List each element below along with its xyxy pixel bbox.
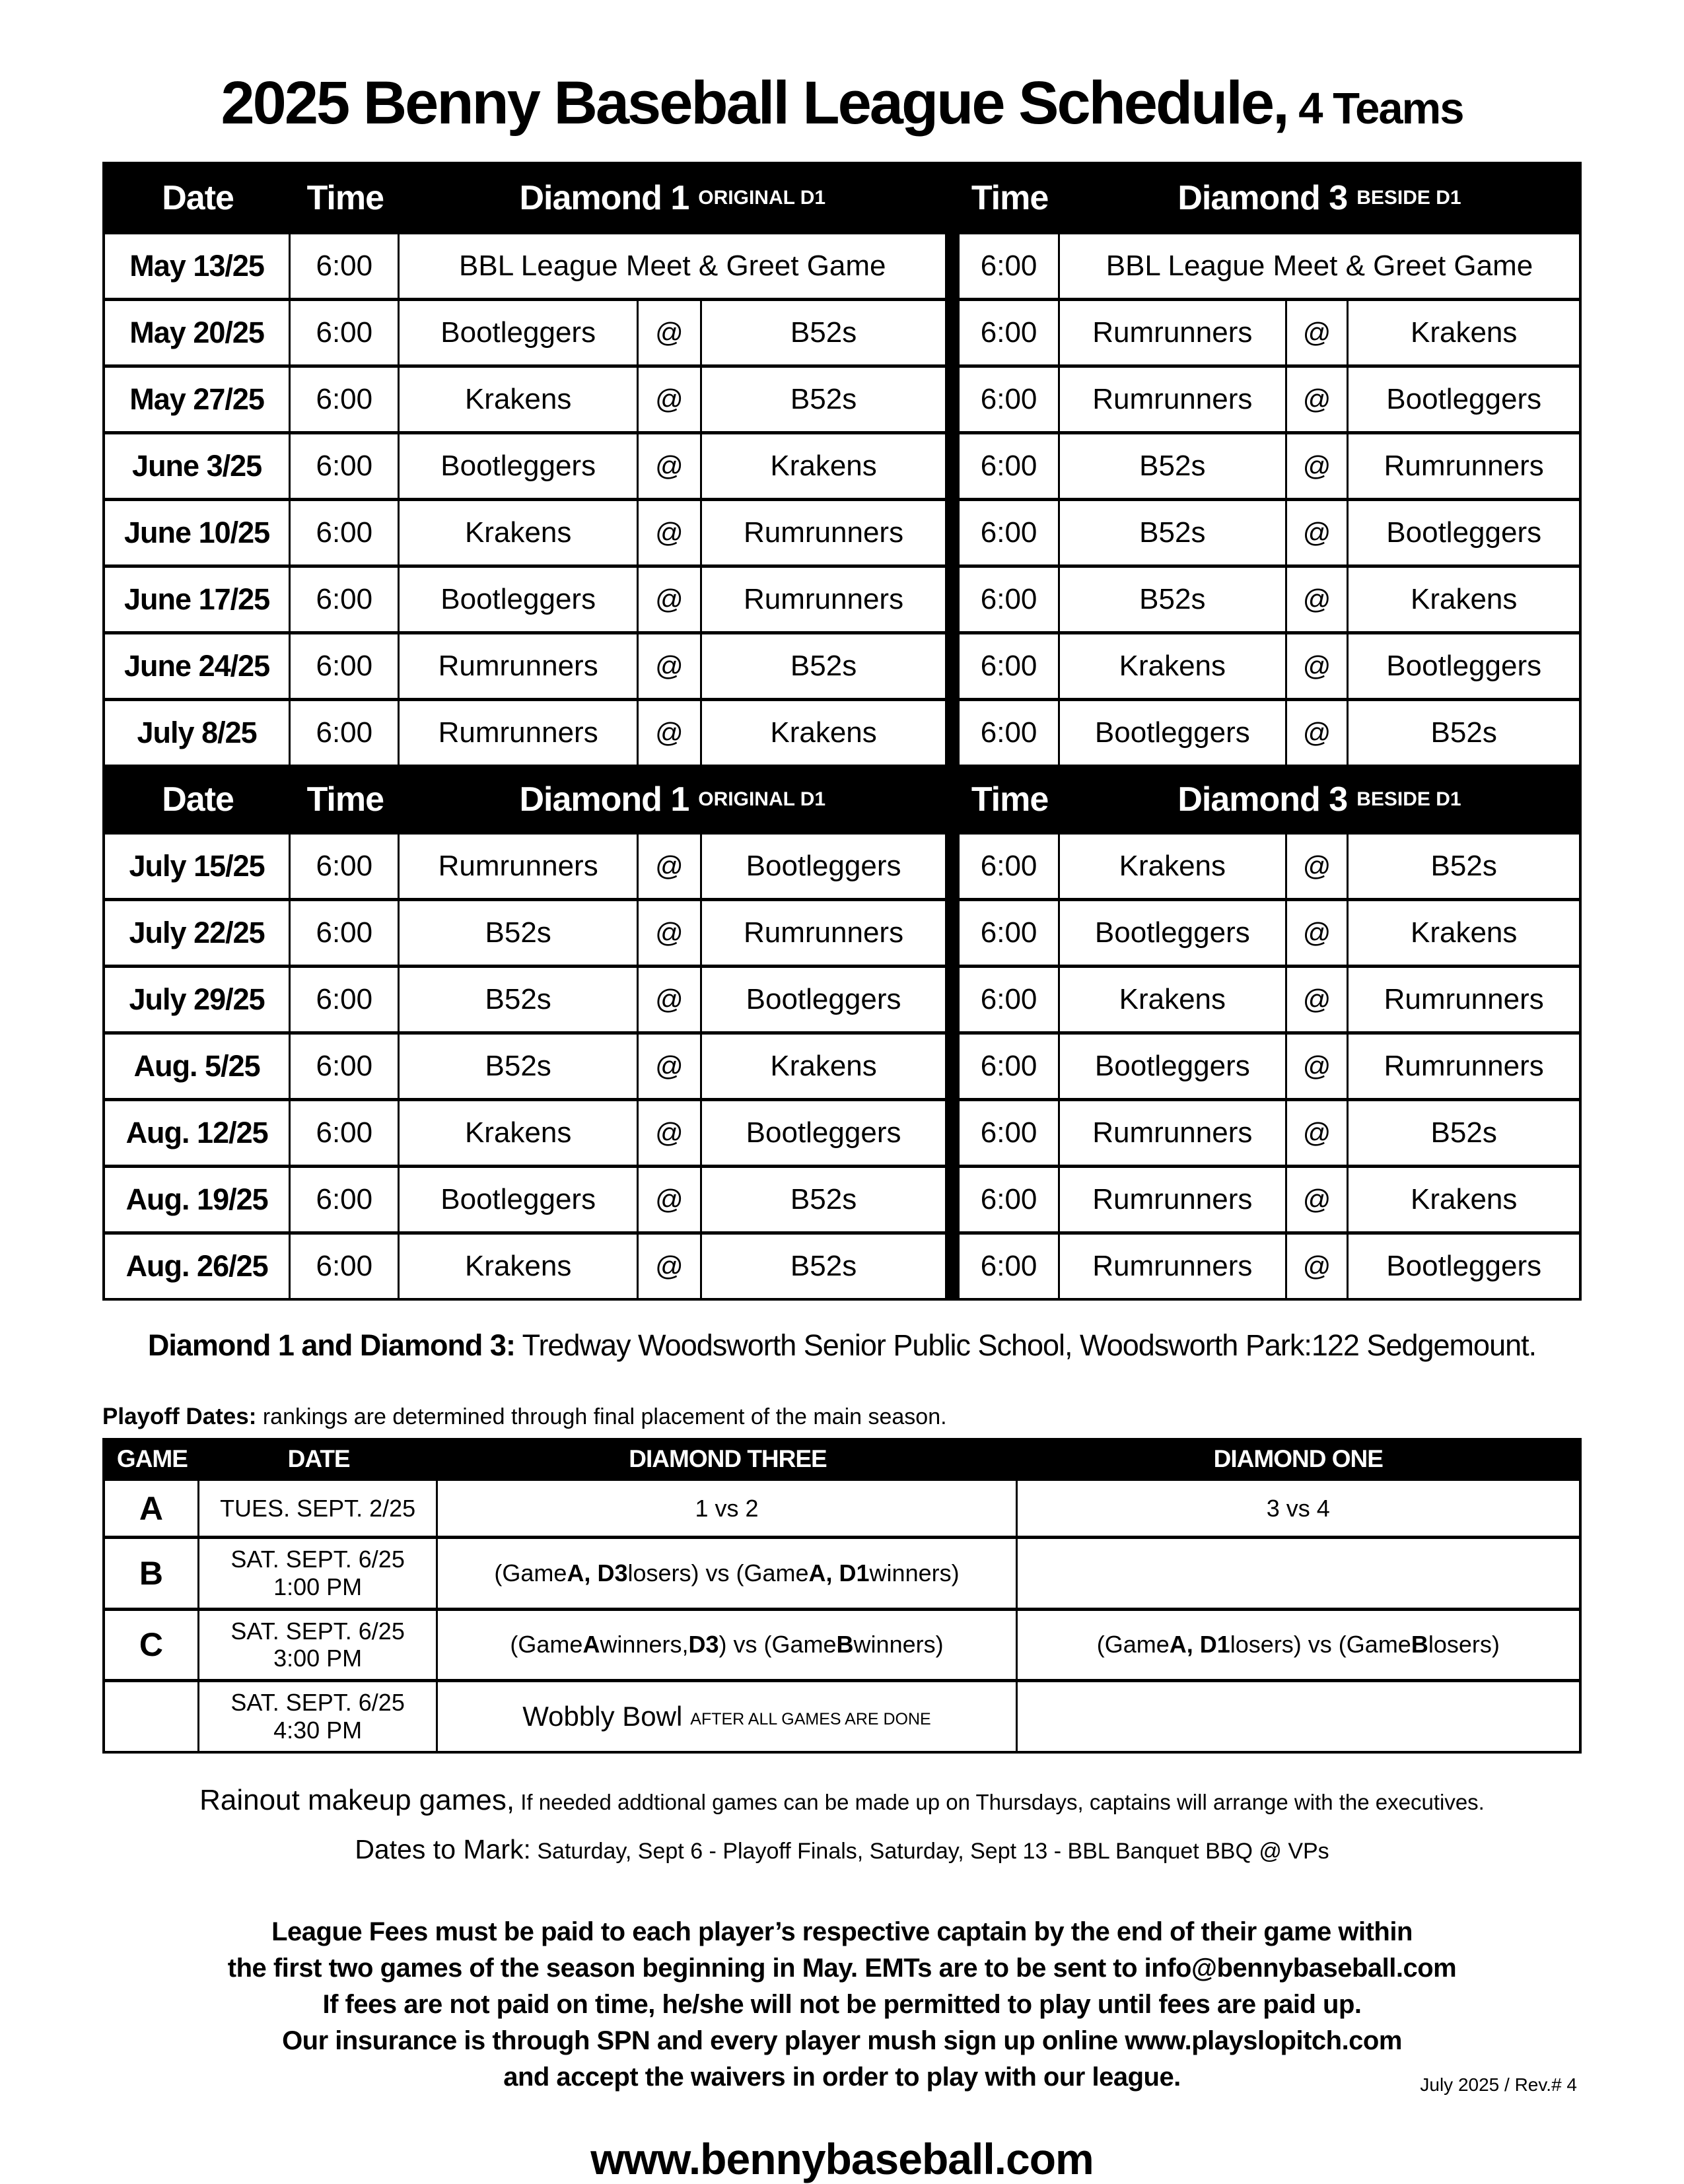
d1-time: 6:00 [291,1101,400,1165]
playoff-d3-matchup: (Game A, D3 losers) vs (Game A, D1 winners) [438,1539,1017,1608]
at-symbol: @ [1287,901,1349,965]
at-symbol: @ [1287,835,1349,898]
at-symbol: @ [1287,1168,1349,1231]
playoff-d3-matchup: 1 vs 2 [438,1481,1017,1536]
d3-away-team: Rumrunners [1060,1235,1287,1298]
dates-to-mark-text: Saturday, Sept 6 - Playoff Finals, Saturday, Sept 13 - BBL Banquet BBQ @ VPs [530,1838,1329,1864]
table-divider [945,901,960,965]
d1-time: 6:00 [291,1035,400,1098]
d1-home-team: Bootleggers [746,850,901,882]
schedule-table [102,162,1582,1301]
d1-time: 6:00 [291,835,400,898]
schedule-row [105,631,1579,698]
playoff-d3-event [438,1682,1017,1751]
d1-away-team: Bootleggers [400,301,639,364]
playoff-row [105,1478,1579,1536]
diamond1-label: Diamond 1 [519,780,689,819]
d1-away-team: Rumrunners [400,634,639,698]
fees-line: If fees are not paid on time, he/she will not be permitted to play until fees are paid up. [322,1989,1362,2019]
d1-away-team: Bootleggers [400,434,639,498]
d1-time: 6:00 [291,568,400,631]
d3-home-team: Krakens [1410,1183,1518,1215]
d3-away-team: Rumrunners [1060,1168,1287,1231]
d1-away-team: B52s [400,1035,639,1098]
playoff-game-letter: B [105,1539,199,1608]
diamond3-label: Diamond 3 [1177,178,1348,217]
game-date: May 27/25 [105,368,291,431]
table-divider [945,501,960,564]
fees-line: League Fees must be paid to each player’s respective captain by the end of their game within [271,1917,1413,1946]
table-divider [945,1235,960,1298]
playoff-column-date: DATE [287,1445,350,1472]
at-symbol: @ [639,501,702,564]
table-divider [945,1168,960,1231]
game-date: Aug. 19/25 [105,1168,291,1231]
fees-line: Our insurance is through SPN and every player mush sign up online www.playslopitch.com [282,2026,1402,2056]
d3-time: 6:00 [960,1168,1060,1231]
playoff-column-diamond-three: DIAMOND THREE [629,1445,827,1472]
column-header-time-d3: Time [971,780,1049,819]
d3-time: 6:00 [960,1101,1060,1165]
playoff-date [199,1539,439,1608]
d3-home-team: Krakens [1410,916,1518,949]
column-header-time-d3: Time [971,178,1049,217]
d3-time: 6:00 [960,968,1060,1031]
d3-away-team: B52s [1060,501,1287,564]
d3-away-team: B52s [1060,568,1287,631]
at-symbol: @ [1287,968,1349,1031]
d1-home-team: B52s [790,1183,857,1215]
d3-away-team: B52s [1060,434,1287,498]
d1-time: 6:00 [291,968,400,1031]
d3-home-team: Krakens [1410,316,1518,349]
page-title-suffix: 4 Teams [1287,84,1463,133]
game-date: June 17/25 [105,568,291,631]
schedule-header-row [105,164,1579,231]
schedule-row [105,431,1579,498]
playoff-date-line1: SAT. SEPT. 6/25 [230,1546,405,1573]
playoff-date-line2: 4:30 PM [273,1716,363,1744]
fees-line: and accept the waivers in order to play with our league. [503,2063,1181,2092]
d3-home-team: Krakens [1410,583,1518,615]
at-symbol: @ [639,701,702,765]
schedule-row [105,898,1579,965]
playoff-game-letter [105,1682,199,1751]
d3-time: 6:00 [960,1035,1060,1098]
at-symbol: @ [1287,434,1349,498]
d3-away-team: Bootleggers [1060,701,1287,765]
d3-home-team: Bootleggers [1386,383,1542,415]
d1-away-team: Bootleggers [400,1168,639,1231]
d3-home-team: Bootleggers [1386,516,1542,549]
diamond1-label: Diamond 1 [519,178,689,217]
playoff-row [105,1608,1579,1680]
league-fees-paragraph [0,1914,1684,2096]
playoff-date-line1: TUES. SEPT. 2/25 [220,1494,416,1522]
game-date: July 8/25 [105,701,291,765]
d1-home-team: Rumrunners [744,516,904,549]
at-symbol: @ [639,901,702,965]
d1-away-team: Rumrunners [400,701,639,765]
playoff-d1-matchup: (Game A, D1 losers) vs (Game B losers) [1096,1631,1500,1658]
page-title [0,0,1684,138]
table-divider [945,1101,960,1165]
at-symbol: @ [639,1168,702,1231]
d1-away-team: Krakens [400,501,639,564]
at-symbol: @ [1287,634,1349,698]
wobbly-bowl-sublabel: AFTER ALL GAMES ARE DONE [690,1710,931,1729]
d3-time: 6:00 [960,568,1060,631]
at-symbol: @ [1287,301,1349,364]
d1-home-team: Rumrunners [744,583,904,615]
diamond3-sublabel: BESIDE D1 [1356,788,1461,810]
d3-away-team: Rumrunners [1060,368,1287,431]
league-website: www.bennybaseball.com [590,2134,1094,2184]
wobbly-bowl-label: Wobbly Bowl [522,1700,683,1732]
location-note-text: Tredway Woodsworth Senior Public School, Woodsworth Park:122 Sedgemount. [514,1328,1537,1362]
d3-home-team: Rumrunners [1384,1050,1544,1082]
d1-away-team: Krakens [400,368,639,431]
d3-time: 6:00 [960,634,1060,698]
location-note [0,1328,1684,1363]
at-symbol: @ [1287,1035,1349,1098]
diamond1-sublabel: ORIGINAL D1 [698,186,826,209]
d1-home-team: Rumrunners [744,916,904,949]
playoff-column-game: GAME [116,1445,188,1472]
diamond3-sublabel: BESIDE D1 [1356,186,1461,209]
d1-event: BBL League Meet & Greet Game [459,250,886,282]
at-symbol: @ [1287,701,1349,765]
d1-away-team: Rumrunners [400,835,639,898]
table-divider [945,368,960,431]
schedule-row [105,298,1579,364]
game-date: May 13/25 [105,234,291,298]
at-symbol: @ [639,434,702,498]
table-divider [945,968,960,1031]
location-note-label: Diamond 1 and Diamond 3: [147,1328,515,1362]
at-symbol: @ [639,968,702,1031]
d1-home-team: B52s [790,1250,857,1282]
schedule-row [105,1165,1579,1231]
d3-home-team: Bootleggers [1386,650,1542,682]
d1-away-team: B52s [400,968,639,1031]
playoff-intro-label: Playoff Dates: [102,1404,257,1429]
d1-home-team: Krakens [770,716,877,749]
playoff-intro [102,1404,1582,1430]
column-header-diamond3 [1060,780,1579,819]
schedule-row [105,498,1579,564]
d1-time: 6:00 [291,701,400,765]
playoff-date-line1: SAT. SEPT. 6/25 [230,1689,405,1716]
d3-time: 6:00 [960,1235,1060,1298]
d1-home-team: Krakens [770,450,877,482]
d3-time: 6:00 [960,301,1060,364]
game-date: June 24/25 [105,634,291,698]
d1-home-team: B52s [790,383,857,415]
schedule-row [105,364,1579,431]
d1-time: 6:00 [291,301,400,364]
d3-away-team: Krakens [1060,968,1287,1031]
at-symbol: @ [639,1035,702,1098]
column-header-diamond1 [400,780,945,819]
d1-time: 6:00 [291,434,400,498]
d3-time: 6:00 [960,501,1060,564]
d1-home-team: Krakens [770,1050,877,1082]
game-date: June 3/25 [105,434,291,498]
d1-time: 6:00 [291,368,400,431]
column-header-diamond3 [1060,178,1579,218]
fees-line: the first two games of the season beginning in May. EMTs are to be sent to info@bennybaseball.com [227,1953,1457,1983]
d3-away-team: Rumrunners [1060,1101,1287,1165]
d1-home-team: B52s [790,316,857,349]
d1-home-team: Bootleggers [746,1116,901,1149]
schedule-row [105,965,1579,1031]
at-symbol: @ [639,835,702,898]
game-date: Aug. 5/25 [105,1035,291,1098]
playoff-date-line2: 3:00 PM [273,1645,363,1672]
d3-time: 6:00 [960,701,1060,765]
table-divider [945,434,960,498]
playoff-intro-text: rankings are determined through final placement of the main season. [256,1404,947,1429]
at-symbol: @ [1287,501,1349,564]
d3-away-team: Bootleggers [1060,901,1287,965]
schedule-row [105,1231,1579,1298]
column-header-date: Date [162,178,234,217]
playoff-column-diamond-one: DIAMOND ONE [1213,1445,1383,1472]
d3-time: 6:00 [960,368,1060,431]
at-symbol: @ [1287,1101,1349,1165]
schedule-row [105,231,1579,298]
game-date: Aug. 26/25 [105,1235,291,1298]
dates-to-mark-note [0,1834,1684,1865]
playoff-game-letter: A [105,1481,199,1536]
d1-home-team: B52s [790,650,857,682]
d3-home-team: Rumrunners [1384,983,1544,1015]
at-symbol: @ [639,1101,702,1165]
table-divider [945,634,960,698]
table-divider [945,701,960,765]
revision-footer: July 2025 / Rev.# 4 [1420,2074,1577,2095]
d3-away-team: Krakens [1060,634,1287,698]
column-header-time-d1: Time [306,780,384,819]
table-divider [945,1035,960,1098]
d3-away-team: Krakens [1060,835,1287,898]
d3-away-team: Rumrunners [1060,301,1287,364]
table-divider [945,568,960,631]
d1-away-team: Krakens [400,1235,639,1298]
d3-home-team: B52s [1430,850,1497,882]
d1-time: 6:00 [291,501,400,564]
d3-home-team: Bootleggers [1386,1250,1542,1282]
schedule-row [105,831,1579,898]
at-symbol: @ [639,301,702,364]
schedule-row [105,698,1579,765]
schedule-row [105,564,1579,631]
playoff-game-letter: C [105,1611,199,1680]
column-header-diamond1 [400,178,945,218]
playoff-d3-matchup: (Game A winners, D3 ) vs (Game B winners) [438,1611,1017,1680]
d1-home-team: Bootleggers [746,983,901,1015]
playoff-header-row [105,1441,1579,1478]
rainout-note-text: If needed addtional games can be made up on Thursdays, captains will arrange with the executives. [514,1789,1485,1814]
game-date: Aug. 12/25 [105,1101,291,1165]
d3-time: 6:00 [960,234,1060,298]
at-symbol: @ [639,368,702,431]
game-date: June 10/25 [105,501,291,564]
rainout-note-label: Rainout makeup games, [199,1783,515,1816]
table-divider [945,234,960,298]
d1-time: 6:00 [291,1235,400,1298]
d3-event: BBL League Meet & Greet Game [1105,250,1533,282]
dates-to-mark-label: Dates to Mark: [355,1833,531,1864]
game-date: July 29/25 [105,968,291,1031]
d1-time: 6:00 [291,234,400,298]
playoff-date [199,1682,439,1751]
at-symbol: @ [639,1235,702,1298]
d3-home-team: B52s [1430,716,1497,749]
at-symbol: @ [1287,568,1349,631]
playoff-date-line2: 1:00 PM [273,1573,363,1600]
playoff-row [105,1679,1579,1751]
game-date: July 15/25 [105,835,291,898]
diamond3-label: Diamond 3 [1177,780,1348,819]
d3-time: 6:00 [960,835,1060,898]
at-symbol: @ [639,568,702,631]
d1-time: 6:00 [291,901,400,965]
playoff-d1-matchup: 3 vs 4 [1266,1494,1330,1522]
d3-home-team: Rumrunners [1384,450,1544,482]
playoff-date [199,1611,439,1680]
table-divider [945,835,960,898]
d3-time: 6:00 [960,434,1060,498]
at-symbol: @ [639,634,702,698]
d1-away-team: B52s [400,901,639,965]
playoff-d1-matchup [1018,1539,1579,1608]
playoff-d1-matchup [1018,1682,1579,1751]
playoff-date-line1: SAT. SEPT. 6/25 [230,1617,405,1645]
d1-time: 6:00 [291,1168,400,1231]
rainout-note [0,1784,1684,1817]
table-divider [945,301,960,364]
game-date: July 22/25 [105,901,291,965]
playoff-table [102,1438,1582,1754]
d3-home-team: B52s [1430,1116,1497,1149]
d1-away-team: Bootleggers [400,568,639,631]
schedule-header-row [105,765,1579,831]
d3-away-team: Bootleggers [1060,1035,1287,1098]
diamond1-sublabel: ORIGINAL D1 [698,788,826,810]
at-symbol: @ [1287,1235,1349,1298]
d1-away-team: Krakens [400,1101,639,1165]
schedule-row [105,1031,1579,1098]
game-date: May 20/25 [105,301,291,364]
column-header-time-d1: Time [306,178,384,217]
d1-time: 6:00 [291,634,400,698]
at-symbol: @ [1287,368,1349,431]
playoff-row [105,1536,1579,1608]
d3-time: 6:00 [960,901,1060,965]
page-title-main: 2025 Benny Baseball League Schedule, [221,69,1288,137]
column-header-date: Date [162,780,234,819]
schedule-row [105,1098,1579,1165]
playoff-date [199,1481,439,1536]
